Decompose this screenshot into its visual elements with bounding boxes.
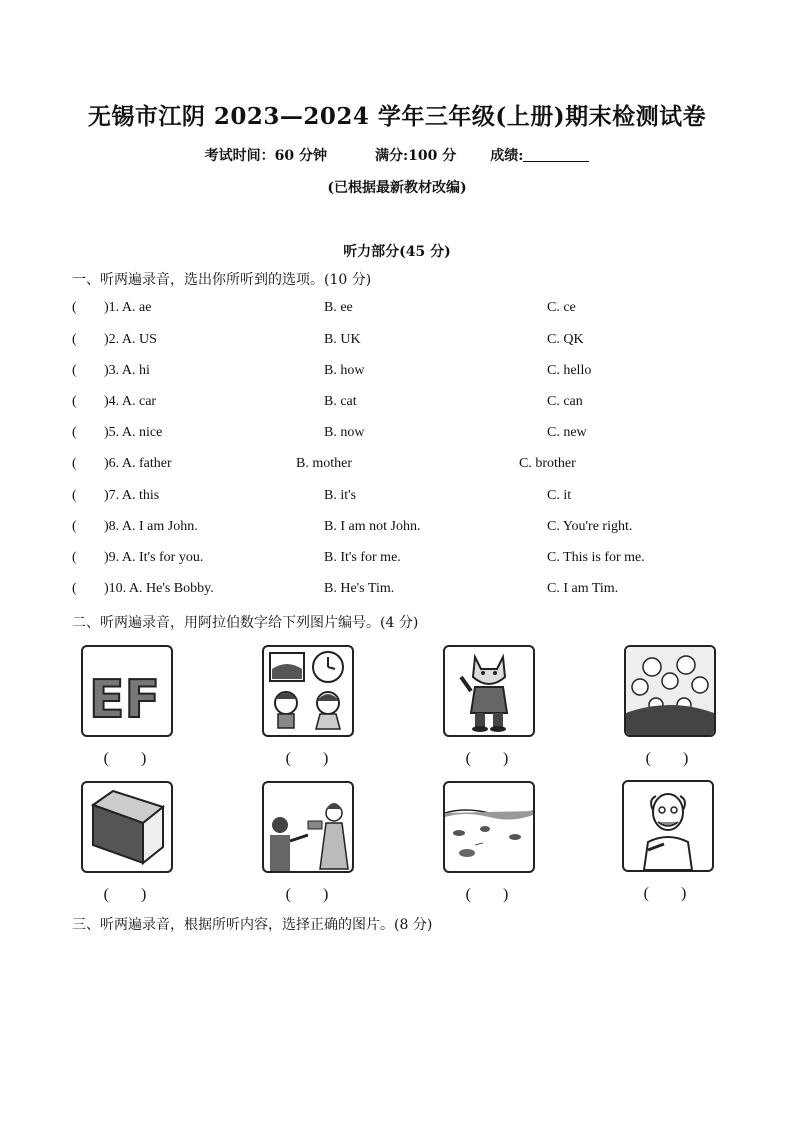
- picture-card: [262, 781, 354, 873]
- option-a: )7. A. this: [104, 488, 160, 503]
- answer-paren[interactable]: (: [72, 363, 77, 378]
- part3-heading: 三、听两遍录音，根据所听内容，选择正确的图片。(8 分): [72, 917, 433, 933]
- option-b: B. UK: [324, 332, 361, 347]
- option-c: C. it: [547, 488, 572, 503]
- picture-card: [443, 781, 535, 873]
- answer-paren[interactable]: (: [72, 488, 77, 503]
- answer-paren[interactable]: (: [72, 519, 77, 534]
- exam-info: [0, 145, 794, 165]
- picture-card: [443, 645, 535, 737]
- answer-paren[interactable]: (: [72, 456, 77, 471]
- picture-card: [624, 645, 716, 737]
- answer-blank[interactable]: ( ): [643, 885, 687, 902]
- option-b: B. I am not John.: [324, 519, 421, 534]
- exam-time: 考试时间：60 分钟: [204, 148, 327, 164]
- option-c: C. new: [547, 425, 587, 440]
- exam-full-score: 满分:100 分: [374, 148, 457, 164]
- option-a: )2. A. US: [104, 332, 157, 347]
- answer-paren[interactable]: (: [72, 332, 77, 347]
- option-a: )9. A. It's for you.: [104, 550, 204, 565]
- giving-cake-icon: [264, 783, 352, 871]
- part1-heading: 一、听两遍录音，选出你所听到的选项。(10 分): [72, 272, 372, 288]
- section-title: 听力部分(45 分): [343, 244, 451, 260]
- picture-card: [81, 781, 173, 873]
- option-a: )8. A. I am John.: [104, 519, 198, 534]
- picture-card: [622, 780, 714, 872]
- option-b: B. cat: [324, 394, 357, 409]
- answer-blank[interactable]: ( ): [285, 750, 329, 767]
- exam-title: 无锡市江阴 2023—2024 学年三年级(上册)期末检测试卷: [87, 103, 707, 130]
- picture-card: [81, 645, 173, 737]
- picture-card: [262, 645, 354, 737]
- option-b: B. how: [324, 363, 365, 378]
- option-a: )4. A. car: [104, 394, 157, 409]
- option-a: )10. A. He's Bobby.: [104, 581, 214, 596]
- option-b: B. ee: [324, 300, 353, 315]
- option-c: C. can: [547, 394, 583, 409]
- answer-paren[interactable]: (: [72, 300, 77, 315]
- answer-paren[interactable]: (: [72, 425, 77, 440]
- option-c: C. This is for me.: [547, 550, 645, 565]
- answer-paren[interactable]: (: [72, 550, 77, 565]
- pond-scene-icon: [445, 783, 533, 871]
- book-icon: [83, 783, 171, 871]
- option-c: C. hello: [547, 363, 592, 378]
- cat-character-icon: [445, 647, 533, 735]
- option-a: )1. A. ae: [104, 300, 152, 315]
- old-man-icon: [624, 782, 712, 870]
- family-group-icon: [626, 647, 714, 735]
- answer-blank[interactable]: ( ): [465, 886, 509, 903]
- option-b: B. It's for me.: [324, 550, 401, 565]
- answer-paren[interactable]: (: [72, 581, 77, 596]
- answer-blank[interactable]: ( ): [465, 750, 509, 767]
- answer-paren[interactable]: (: [72, 394, 77, 409]
- option-c: C. I am Tim.: [547, 581, 619, 596]
- option-a: )5. A. nice: [104, 425, 163, 440]
- option-c: C. brother: [519, 456, 576, 471]
- option-a: )6. A. father: [104, 456, 172, 471]
- grade-blank[interactable]: [523, 147, 589, 162]
- option-c: C. You're right.: [547, 519, 633, 534]
- option-b: B. now: [324, 425, 365, 440]
- letters-ef-icon: [83, 647, 171, 735]
- answer-blank[interactable]: ( ): [103, 750, 147, 767]
- grade-label: 成绩:: [490, 148, 524, 164]
- option-c: C. QK: [547, 332, 584, 347]
- answer-blank[interactable]: ( ): [103, 886, 147, 903]
- answer-blank[interactable]: ( ): [645, 750, 689, 767]
- option-a: )3. A. hi: [104, 363, 150, 378]
- option-b: B. mother: [296, 456, 352, 471]
- option-c: C. ce: [547, 300, 576, 315]
- option-b: B. it's: [324, 488, 357, 503]
- answer-blank[interactable]: ( ): [285, 886, 329, 903]
- classroom-kids-icon: [264, 647, 352, 735]
- part2-heading: 二、听两遍录音，用阿拉伯数字给下列图片编号。(4 分): [72, 615, 419, 631]
- edition-note: (已根据最新教材改编): [327, 180, 467, 196]
- option-b: B. He's Tim.: [324, 581, 395, 596]
- letters-text: EF: [89, 670, 161, 730]
